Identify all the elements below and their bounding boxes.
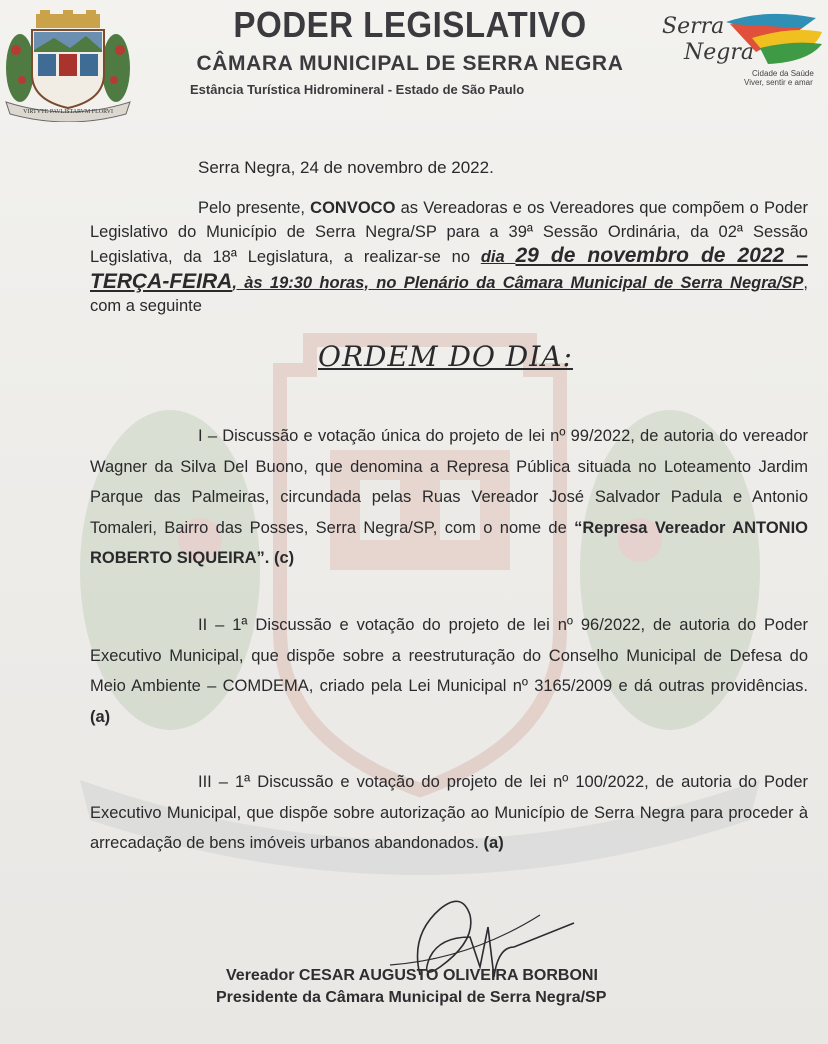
- crest-motto: VIRTVTE PAVLISTARVM FLORVI: [23, 109, 113, 115]
- agenda-item-2: [90, 610, 808, 732]
- brand-word-negra: Negra: [684, 40, 754, 65]
- agenda-bold-tail: “Represa Vereador ANTONIO ROBERTO SIQUEIRA”. (c): [90, 518, 808, 567]
- brand-tagline-1: Cidade da Saúde: [752, 69, 814, 78]
- convoke-end: , com a seguinte: [90, 273, 808, 315]
- header-subtitle: CÂMARA MUNICIPAL DE SERRA NEGRA: [196, 52, 624, 75]
- letter-date: Serra Negra, 24 de novembro de 2022.: [198, 158, 494, 177]
- convoke-bold: CONVOCO: [310, 199, 396, 217]
- convoke-date: 29 de novembro de 2022 – TERÇA-FEIRA: [90, 244, 808, 293]
- convoke-pre: Pelo presente,: [198, 199, 311, 217]
- agenda-text: – 1ª Discussão e votação do projeto de lei nº 100/2022, de autoria do Poder Executivo Municipal, que dispõe sobre autorização ao Município de Serra Negra para proceder à arrecadação de bens imóveis urbanos abandonados.: [90, 773, 808, 852]
- agenda-item-1: [90, 421, 808, 574]
- brand-word-serra: Serra: [662, 14, 725, 39]
- header-title: PODER LEGISLATIVO: [233, 4, 587, 45]
- agenda-numeral: II: [198, 616, 208, 634]
- agenda-numeral: I: [198, 427, 203, 445]
- convoke-day-pre: dia: [480, 248, 516, 266]
- agenda-item-3: [90, 767, 808, 859]
- convocation-paragraph: [90, 197, 808, 319]
- agenda-text: – 1ª Discussão e votação do projeto de lei nº 96/2022, de autoria do Poder Executivo Municipal, que dispõe sobre a reestruturação do Conselho Municipal de Defesa do Meio Ambiente – COMDEMA, criado pela Lei Municipal nº 3165/2009 e dá outras providências.: [90, 616, 808, 695]
- signatory-name: Vereador CESAR AUGUSTO OLIVEIRA BORBONI: [226, 967, 598, 984]
- agenda-bold-tail: (a): [90, 707, 111, 726]
- signatory-role: Presidente da Câmara Municipal de Serra Negra/SP: [216, 989, 607, 1006]
- ordem-do-dia-title: ORDEM DO DIA:: [318, 340, 573, 373]
- agenda-bold-tail: (a): [483, 834, 504, 852]
- header-subtitle-2: Estância Turística Hidromineral - Estado de São Paulo: [190, 82, 525, 97]
- convoke-mid: as Vereadoras e os Vereadores que compõem o Poder Legislativo do Município de Serra Negra/SP para a 39ª Sessão Ordinária, da 02ª Sessão Legislativa, da 18ª Legislatura, a realizar-se no: [90, 199, 808, 266]
- agenda-numeral: III: [198, 773, 212, 791]
- brand-tagline-2: Viver, sentir e amar: [744, 78, 813, 87]
- agenda-text: – Discussão e votação única do projeto de lei nº 99/2022, de autoria do vereador Wagner da Silva Del Buono, que denomina a Represa Pública situada no Loteamento Jardim Parque das Palmeiras, circundada pelas Ruas Vereador José Salvador Padula e Antonio Tomaleri, Bairro das Posses, Serra Negra/SP, com o nome de: [90, 427, 808, 537]
- municipal-crest-icon: [2, 10, 134, 122]
- convoke-time-place: , às 19:30 horas, no Plenário da Câmara Municipal de Serra Negra/SP: [232, 273, 804, 292]
